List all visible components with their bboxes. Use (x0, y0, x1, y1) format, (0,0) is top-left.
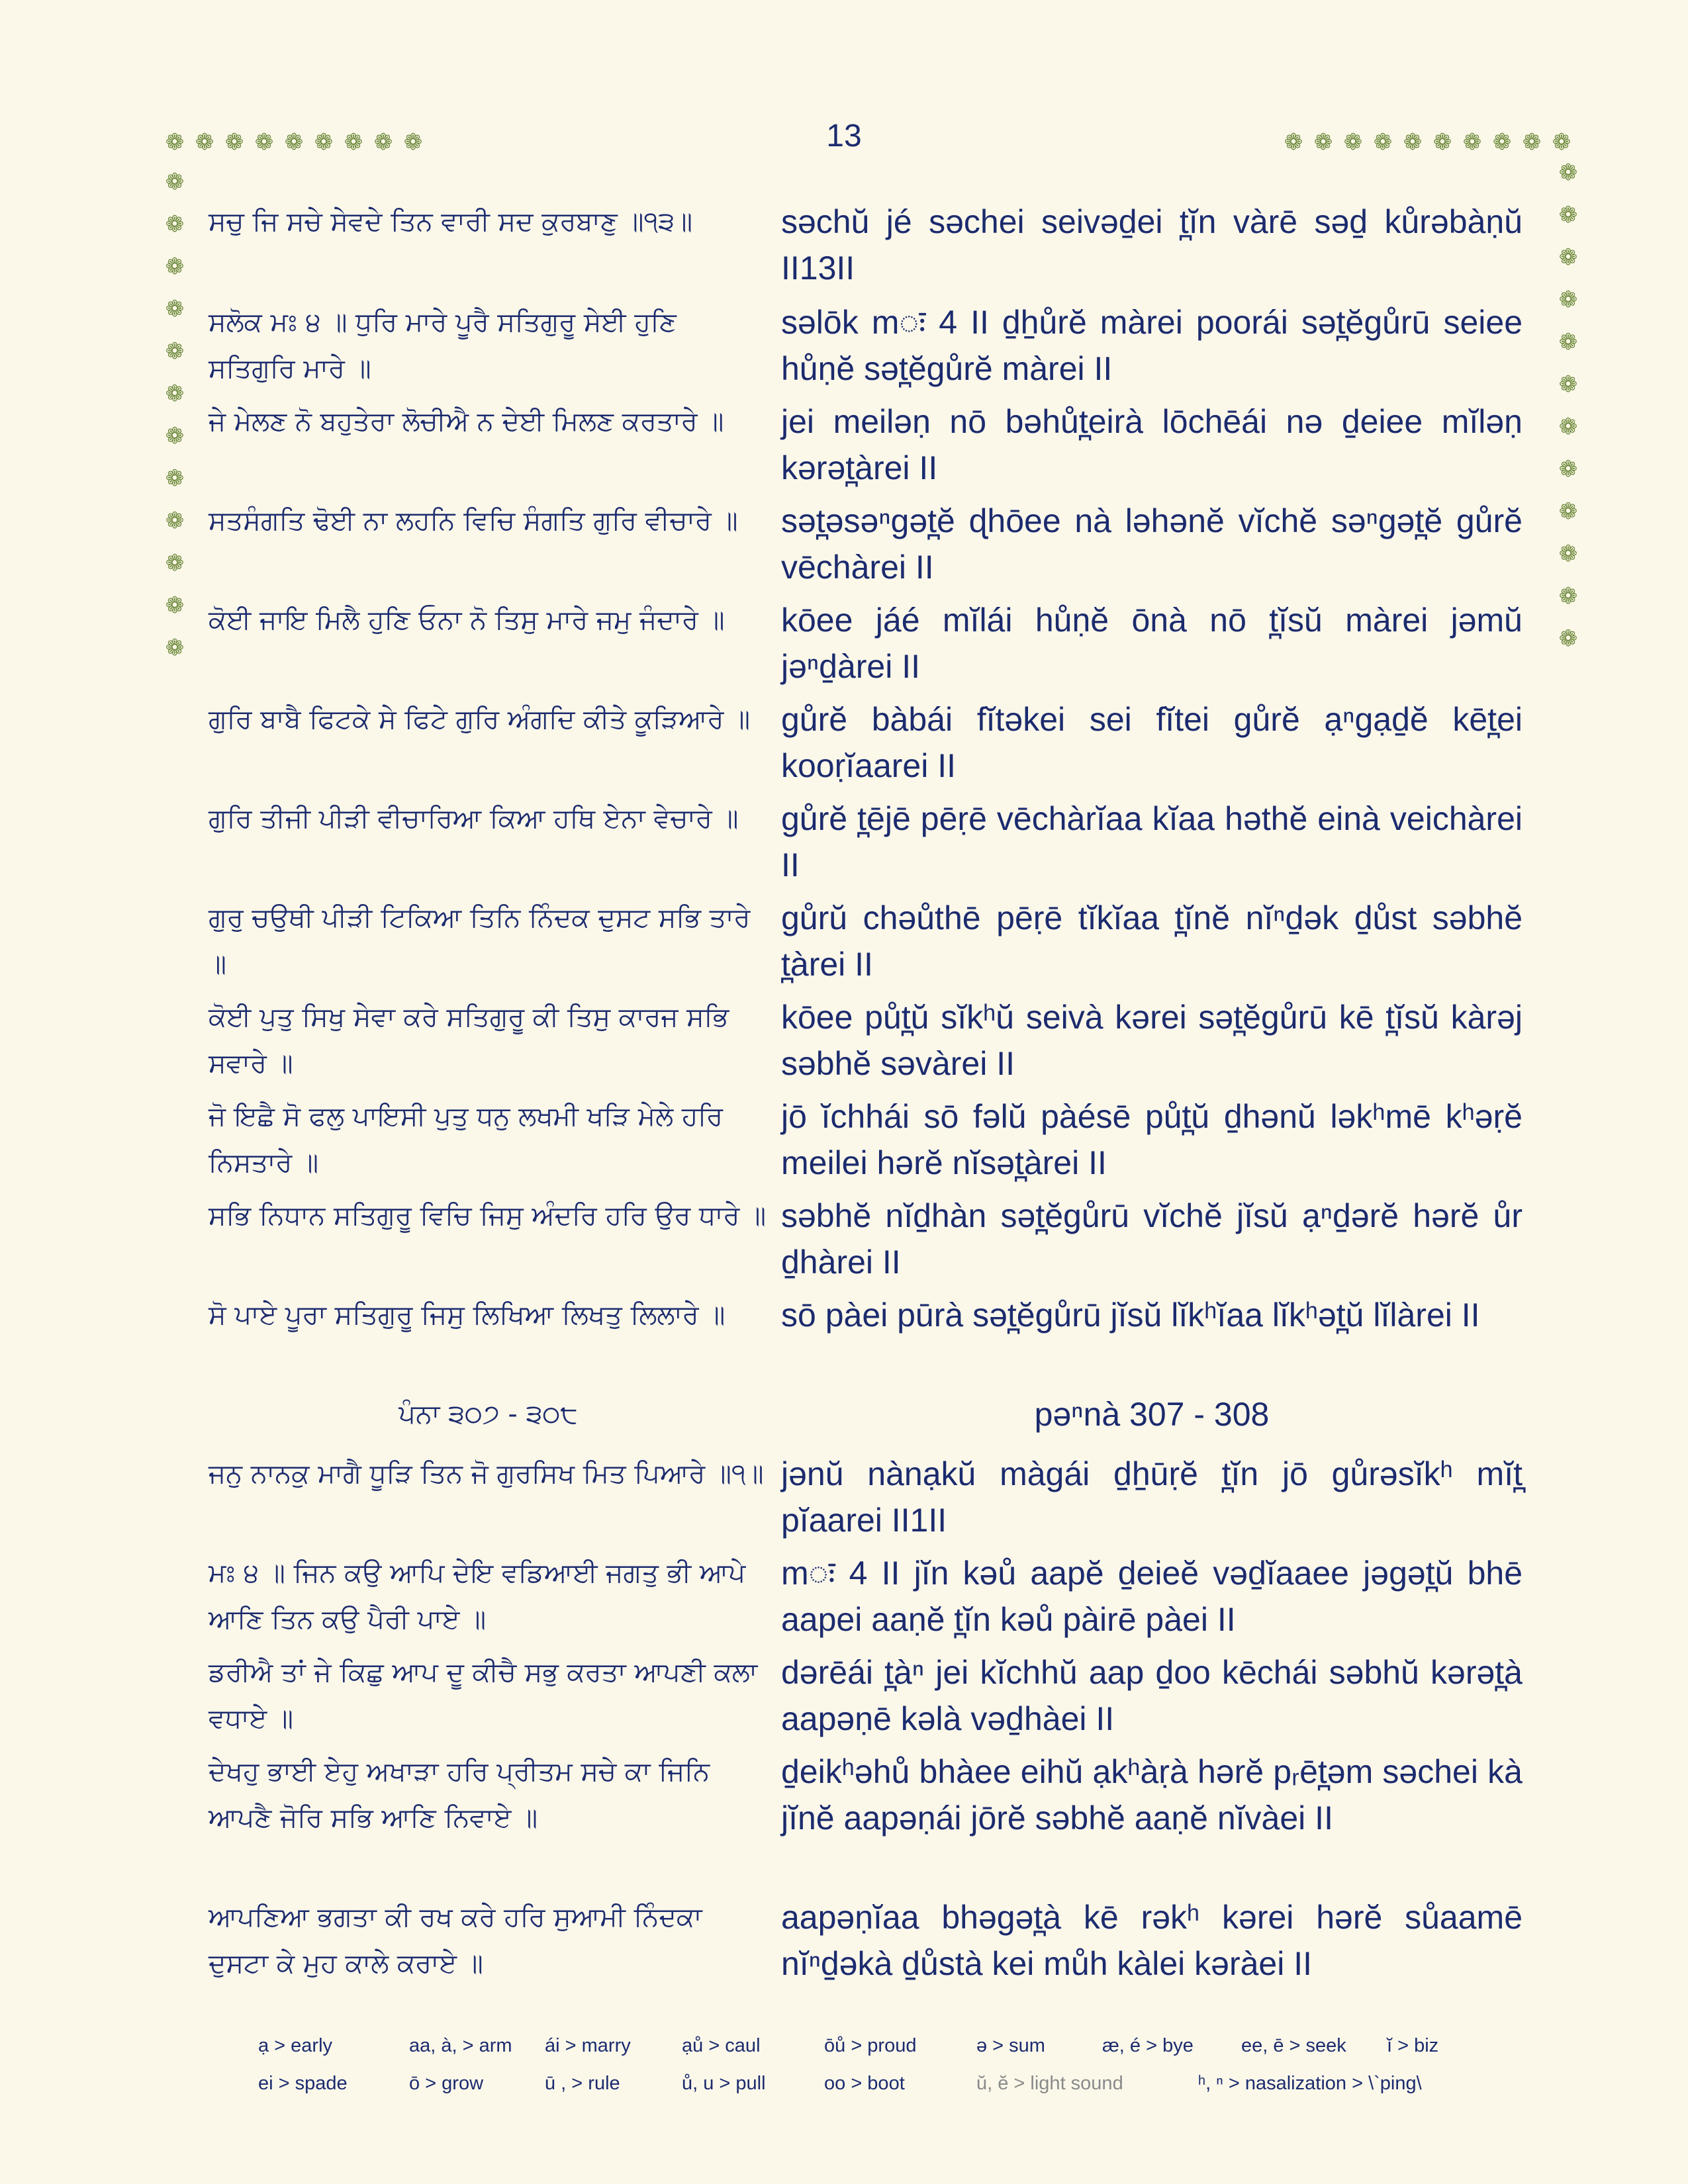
legend-item: ō > grow (409, 2073, 484, 2094)
transliteration-line: d̠eikʰəhů bhàee eihŭ ạkʰàṛà hərĕ pᵣēt̪əm səchei kà jĭnĕ aapəṇái jōrĕ səbhĕ aaṇĕ nĭvàei II (781, 1753, 1523, 1837)
flower-icon: ❁ (284, 129, 304, 156)
flower-icon: ❁ (1552, 129, 1571, 156)
flower-icon: ❁ (1522, 129, 1542, 156)
transliteration-line: jənŭ nànạkŭ màgái d̠h̠ūṛĕ t̪ĭn jō gůrəsĭkʰ mĭt̪ pĭaarei II1II (781, 1455, 1523, 1539)
transliteration-line: səlōk mः 4 II d̠h̠ůrĕ màrei poorái sət̪ĕgůrū seiee hůṇĕ sət̪ĕgůrĕ màrei II (781, 304, 1523, 387)
transliteration-line: kōee půt̪ŭ sĭkʰŭ seivà kərei sət̪ĕgůrū kē t̪ĭsŭ kàrəj səbhĕ səvàrei II (781, 999, 1523, 1082)
transliteration-line: sō pàei pūrà sət̪ĕgůrū jĭsŭ lĭkʰĭaa lĭkʰət̪ŭ lĭlàrei II (781, 1297, 1480, 1334)
transliteration-line: səbhĕ nĭd̠hàn sət̪ĕgůrū vĭchĕ jĭsŭ ạⁿd̠ərĕ hərĕ ůr d̠hàrei II (781, 1197, 1523, 1281)
gurmukhi-line: ਕੋਈ ਪੁਤੁ ਸਿਖੁ ਸੇਵਾ ਕਰੇ ਸਤਿਗੁਰੂ ਕੀ ਤਿਸੁ ਕਾਰਜ ਸਭਿ ਸਵਾਰੇ ॥ (209, 1002, 729, 1079)
flower-icon: ❁ (165, 296, 185, 322)
flower-icon: ❁ (1558, 414, 1578, 440)
flower-icon: ❁ (165, 211, 185, 238)
flower-icon: ❁ (165, 465, 185, 492)
gurmukhi-line: ਕੋਈ ਜਾਇ ਮਿਲੈ ਹੁਣਿ ਓਨਾ ਨੋ ਤਿਸੁ ਮਾਰੇ ਜਮੁ ਜੰਦਾਰੇ ॥ (209, 605, 725, 635)
legend-item: ə > sum (976, 2035, 1045, 2056)
flower-icon: ❁ (1558, 456, 1578, 482)
gurmukhi-line: ਜੇ ਮੇਲਣ ਨੋ ਬਹੁਤੇਰਾ ਲੋਚੀਐ ਨ ਦੇਈ ਮਿਲਣ ਕਰਤਾਰੇ ॥ (209, 406, 724, 437)
flower-icon: ❁ (1558, 329, 1578, 355)
legend-item: ū , > rule (545, 2073, 620, 2094)
gurmukhi-line: ਸਭਿ ਨਿਧਾਨ ਸਤਿਗੁਰੂ ਵਿਚਿ ਜਿਸੁ ਅੰਦਰਿ ਹਰਿ ਉਰ ਧਾਰੇ ॥ (209, 1201, 767, 1231)
flower-icon: ❁ (1558, 244, 1578, 271)
page-number: 13 (826, 118, 862, 154)
legend-item: ŭ, ĕ > light sound (976, 2073, 1123, 2094)
legend-item: ạů > caul (682, 2035, 761, 2056)
transliteration-line: gůrĕ t̪ējē pēṛē vēchàrĭaa kĭaa həthĕ einà veichàrei II (781, 800, 1523, 884)
flower-icon: ❁ (1313, 129, 1333, 156)
flower-icon: ❁ (224, 129, 244, 156)
gurmukhi-line: ਗੁਰੁ ਚਉਥੀ ਪੀੜੀ ਟਿਕਿਆ ਤਿਨਿ ਨਿੰਦਕ ਦੁਸਟ ਸਭਿ ਤਾਰੇ ॥ (209, 903, 751, 979)
legend-item: ʰ, ⁿ > nasalization > \`ping\ (1198, 2073, 1422, 2094)
gurmukhi-line: ਡਰੀਐ ਤਾਂ ਜੇ ਕਿਛੁ ਆਪ ਦੂ ਕੀਚੈ ਸਭੁ ਕਰਤਾ ਆਪਣੀ ਕਲਾ ਵਧਾਏ ॥ (209, 1657, 758, 1734)
flower-icon: ❁ (165, 508, 185, 534)
legend-item: oo > boot (824, 2073, 905, 2094)
transliteration-line: sət̪əsəⁿgət̪ĕ ɖhōee nà ləhənĕ vĭchĕ səⁿgət̪ĕ gůrĕ vēchàrei II (781, 502, 1523, 586)
flower-icon: ❁ (165, 550, 185, 576)
gurmukhi-line: ਮਃ ੪ ॥ ਜਿਨ ਕਉ ਆਪਿ ਦੇਇ ਵਡਿਆਈ ਜਗਤੁ ਭੀ ਆਪੇ ਆਣਿ ਤਿਨ ਕਉ ਪੈਰੀ ਪਾਏ ॥ (209, 1558, 746, 1635)
legend-item: ĭ > biz (1387, 2035, 1439, 2056)
flower-icon: ❁ (1492, 129, 1512, 156)
flower-icon: ❁ (165, 129, 185, 156)
flower-icon: ❁ (195, 129, 214, 156)
transliteration-line: dərēái t̪àⁿ jei kĭchhŭ aap d̠oo kēchái səbhŭ kərət̪à aapəṇē kəlà vəd̠hàei II (781, 1654, 1523, 1737)
flower-icon: ❁ (165, 253, 185, 280)
gurmukhi-line: ਗੁਰਿ ਬਾਬੈ ਫਿਟਕੇ ਸੇ ਫਿਟੇ ਗੁਰਿ ਅੰਗਦਿ ਕੀਤੇ ਕੂੜਿਆਰੇ ॥ (209, 704, 751, 735)
flower-icon: ❁ (1558, 583, 1578, 610)
legend-item: ōů > proud (824, 2035, 917, 2056)
transliteration-line: səchŭ jé səchei seivəd̠ei t̪ĭn vàrē səd̠ kůrəbàṇŭ II13II (781, 203, 1523, 287)
flower-icon: ❁ (1558, 371, 1578, 398)
flower-icon: ❁ (1558, 498, 1578, 525)
page-range-transliteration: pəⁿnà 307 - 308 (1034, 1396, 1270, 1433)
legend-item: ů, u > pull (682, 2073, 766, 2094)
flower-icon: ❁ (1558, 202, 1578, 228)
legend-item: æ, é > bye (1102, 2035, 1194, 2056)
legend-item: ạ > early (258, 2035, 333, 2056)
flower-icon: ❁ (1558, 287, 1578, 313)
flower-icon: ❁ (165, 169, 185, 195)
flower-icon: ❁ (165, 423, 185, 449)
flower-icon: ❁ (373, 129, 393, 156)
flower-icon: ❁ (1558, 541, 1578, 567)
transliteration-line: kōee jáé mĭlái hůṇĕ ōnà nō t̪ĭsŭ màrei jəmŭ jəⁿd̠àrei II (781, 602, 1523, 685)
flower-icon: ❁ (1284, 129, 1303, 156)
flower-icon: ❁ (1373, 129, 1393, 156)
transliteration-line: aapəṇĭaa bhəgət̪à kē rəkʰ kərei hərĕ sůaamē nĭⁿd̠əkà d̠ůstà kei můh kàlei kəràei II (781, 1899, 1523, 1982)
gurmukhi-line: ਸਚੁ ਜਿ ਸਚੇ ਸੇਵਦੇ ਤਿਨ ਵਾਰੀ ਸਦ ਕੁਰਬਾਣੁ ॥੧੩॥ (209, 206, 693, 237)
legend-item: aa, à, > arm (409, 2035, 512, 2056)
legend-item: ee, ē > seek (1241, 2035, 1346, 2056)
transliteration-line: gůrĕ bàbái fĭtəkei sei fĭtei gůrĕ ạⁿgạd̠ĕ kēt̪ei kooṛĭaarei II (781, 701, 1523, 784)
transliteration-line: mः 4 II jĭn kəů aapĕ d̠eieĕ vəd̠ĭaaee jəgət̪ŭ bhē aapei aaṇĕ t̪ĭn kəů pàirē pàei II (781, 1555, 1523, 1638)
flower-icon: ❁ (165, 592, 185, 619)
flower-icon: ❁ (403, 129, 423, 156)
pronunciation-legend (258, 2035, 1516, 2095)
gurmukhi-line: ਜੋ ਇਛੈ ਸੋ ਫਲੁ ਪਾਇਸੀ ਪੁਤੁ ਧਨੁ ਲਖਮੀ ਖੜਿ ਮੇਲੇ ਹਰਿ ਨਿਸਤਾਰੇ ॥ (209, 1101, 724, 1178)
transliteration-line: jei meiləṇ nō bəhůt̪eirà lōchēái nə d̠eiee mĭləṇ kərət̪àrei II (781, 403, 1523, 486)
transliteration-line: gůrŭ chəůthē pēṛē tĭkĭaa t̪ĭnĕ nĭⁿd̠ək d̠ůst səbhĕ t̪àrei II (781, 899, 1523, 983)
gurmukhi-line: ਸਤਸੰਗਤਿ ਢੋਈ ਨਾ ਲਹਨਿ ਵਿਚਿ ਸੰਗਤਿ ਗੁਰਿ ਵੀਚਾਰੇ ॥ (209, 506, 738, 536)
legend-item: ái > marry (545, 2035, 631, 2056)
legend-item: ei > spade (258, 2073, 348, 2094)
transliteration-line: jō ĭchhái sō fəlŭ pàésē půt̪ŭ d̠hənŭ ləkʰmē kʰəṛĕ meilei hərĕ nĭsət̪àrei II (781, 1098, 1523, 1181)
flower-icon: ❁ (1343, 129, 1363, 156)
flower-icon: ❁ (1432, 129, 1452, 156)
flower-icon: ❁ (1558, 159, 1578, 186)
flower-icon: ❁ (1403, 129, 1423, 156)
gurmukhi-line: ਸਲੋਕ ਮਃ ੪ ॥ ਧੁਰਿ ਮਾਰੇ ਪੂਰੈ ਸਤਿਗੁਰੂ ਸੇਈ ਹੁਣਿ ਸਤਿਗੁਰਿ ਮਾਰੇ ॥ (209, 307, 677, 384)
gurmukhi-line: ਜਨੁ ਨਾਨਕੁ ਮਾਗੈ ਧੂੜਿ ਤਿਨ ਜੋ ਗੁਰਸਿਖ ਮਿਤ ਪਿਆਰੇ ॥੧॥ (209, 1459, 764, 1489)
flower-icon: ❁ (344, 129, 363, 156)
flower-icon: ❁ (1462, 129, 1482, 156)
flower-icon: ❁ (165, 338, 185, 365)
flower-icon: ❁ (1558, 625, 1578, 652)
gurmukhi-line: ਦੇਖਹੁ ਭਾਈ ਏਹੁ ਅਖਾੜਾ ਹਰਿ ਪ੍ਰੀਤਮ ਸਚੇ ਕਾ ਜਿਨਿ ਆਪਣੈ ਜੋਰਿ ਸਭਿ ਆਣਿ ਨਿਵਾਏ ॥ (209, 1756, 710, 1833)
flower-icon: ❁ (314, 129, 334, 156)
gurmukhi-line: ਆਪਣਿਆ ਭਗਤਾ ਕੀ ਰਖ ਕਰੇ ਹਰਿ ਸੁਆਮੀ ਨਿੰਦਕਾ ਦੁਸਟਾ ਕੇ ਮੁਹ ਕਾਲੇ ਕਰਾਏ ॥ (209, 1902, 702, 1979)
flower-icon: ❁ (165, 635, 185, 661)
flower-icon: ❁ (165, 381, 185, 407)
gurmukhi-line: ਗੁਰਿ ਤੀਜੀ ਪੀੜੀ ਵੀਚਾਰਿਆ ਕਿਆ ਹਥਿ ਏਨਾ ਵੇਚਾਰੇ ॥ (209, 803, 739, 834)
gurmukhi-line: ਸੋ ਪਾਏ ਪੂਰਾ ਸਤਿਗੁਰੂ ਜਿਸੁ ਲਿਖਿਆ ਲਿਖਤੁ ਲਿਲਾਰੇ ॥ (209, 1300, 726, 1330)
flower-icon: ❁ (254, 129, 274, 156)
page-range-gurmukhi: ਪੰਨਾ ੩੦੭ - ੩੦੮ (399, 1399, 578, 1430)
